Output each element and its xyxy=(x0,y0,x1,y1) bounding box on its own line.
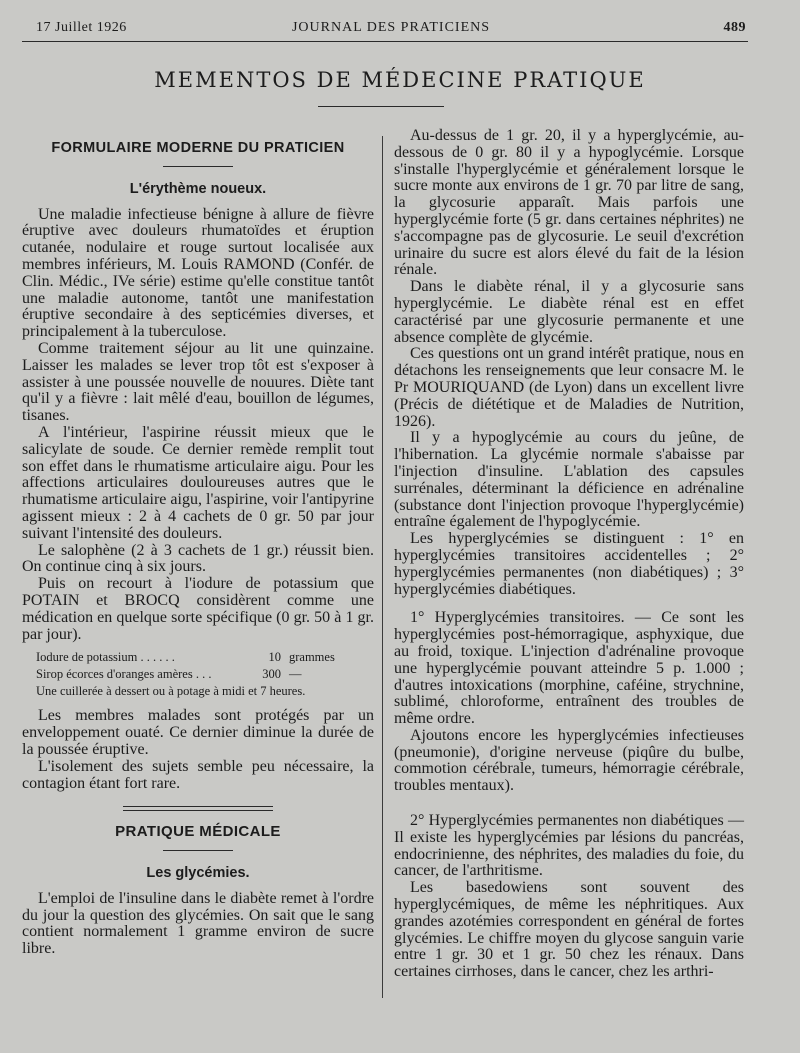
formula-row xyxy=(22,649,374,666)
section-title-pratique: PRATIQUE MÉDICALE xyxy=(115,823,281,841)
running-header xyxy=(22,20,760,40)
paragraph: Le salophène (2 à 3 cachets de 1 gr.) réussit bien. On continue cinq à six jours. xyxy=(22,541,374,576)
journal-title: JOURNAL DES PRATICIENS xyxy=(291,20,491,35)
formula-unit: — xyxy=(289,667,302,682)
column-divider xyxy=(382,136,383,998)
page-title: MEMENTOS DE MÉDECINE PRATIQUE xyxy=(154,68,646,92)
formula-dose: 10 xyxy=(268,650,281,665)
header-rule xyxy=(22,41,748,42)
paragraph: A l'intérieur, l'aspirine réussit mieux que le salicylate de soude. Ce dernier remède remplit tout son effet dans le rhumatisme articulaire aigu. Pour les affections articulaires douloureuses autres que le rhumatisme articulaire aigu, l'aspirine, voir l'antipyrine agissent mieux : 2 à 4 cachets de 0 gr. 50 par jour suivant l'intensité des douleurs. xyxy=(22,423,374,542)
left-column xyxy=(22,128,374,958)
formula-row xyxy=(22,666,374,683)
paragraph: Une maladie infectieuse bénigne à allure de fièvre éruptive avec douleurs rhumatoïdes et éruption cutanée, nodulaire et rouge surtout localisée aux membres inférieurs, M. Louis RAMOND (Confér. de Clin. Médic., IVe série) estime qu'elle constitue tantôt une maladie autonome, tantôt une manifestation éruptive secondaire à des septicémies diverses, et principalement à la tuberculose. xyxy=(22,205,374,341)
paragraph: 2° Hyperglycémies permanentes non diabétiques — Il existe les hyperglycémies par lésions du pancréas, endocrinienne, des néphrites, des maladies du foie, du cancer, de l'arthritisme. xyxy=(394,812,744,880)
paragraph: Comme traitement séjour au lit une quinzaine. Laisser les malades se lever trop tôt est s'exposer à assister à une poussée nouvelle de nouures. Diète tant qu'il y a fièvre : lait mêlé d'eau, bouillon de légumes, tisanes. xyxy=(22,339,374,425)
paragraph: L'isolement des sujets semble peu nécessaire, la contagion étant fort rare. xyxy=(22,757,374,792)
formula-dose: 300 xyxy=(262,667,281,682)
formula-ingredient: Iodure de potassium . . . . . . xyxy=(36,650,175,665)
section-title-formulaire: FORMULAIRE MODERNE DU PRATICIEN xyxy=(51,140,345,156)
paragraph: Au-dessus de 1 gr. 20, il y a hyperglycémie, au-dessous de 0 gr. 80 il y a hypoglycémie. Lorsque s'installe l'hyperglycémie et généralement lorsque le sucre monte aux environs de 1 gr. 70 par litre de sang, la glycosurie apparaît. Mais parfois une hyperglycémie forte (5 gr. dans certaines néphrites) ne s'accompagne pas de glycosurie. Le seuil d'excrétion urinaire du sucre est alors élevé du fait de la lésion rénale. xyxy=(394,127,744,279)
formula-instructions: Une cuillerée à dessert ou à potage à midi et 7 heures. xyxy=(36,684,306,699)
paragraph: Les basedowiens sont souvent des hyperglycémiques, de même les néphritiques. Aux grandes azotémies correspondent en général de fortes glycémies. Le chiffre moyen du glycose sanguin varie entre 1 gr. 30 et 1 gr. 50 chez les rénaux. Dans certaines cirrhoses, dans le cancer, chez les arthri- xyxy=(394,879,744,981)
right-column xyxy=(394,128,744,981)
paragraph: Dans le diabète rénal, il y a glycosurie sans hyperglycémie. Le diabète rénal est en effet caractérisé par une glycosurie permanente et une absence complète de glycémie. xyxy=(394,278,744,346)
article-title-erytheme: L'érythème noueux. xyxy=(129,180,267,197)
paragraph: Les hyperglycémies se distinguent : 1° en hyperglycémies transitoires accidentelles ; 2° hyperglycémies permanentes (non diabétiques) ; 3° hyperglycémies diabétiques. xyxy=(394,530,744,598)
title-rule xyxy=(318,106,444,107)
paragraph: Ces questions ont un grand intérêt pratique, nous en détachons les renseignements que leur consacre M. le Pr MOURIQUAND (de Lyon) dans un excellent livre (Précis de diététique et de Maladies de Nutrition, 1926). xyxy=(394,345,744,430)
section-rule xyxy=(163,166,233,167)
section-double-rule xyxy=(123,806,273,811)
article-title-glycemies: Les glycémies. xyxy=(146,865,250,882)
paragraph: Puis on recourt à l'iodure de potassium que POTAIN et BROCQ considèrent comme une médication en quelque sorte spécifique (0 gr. 50 à 1 gr. par jour). xyxy=(22,575,374,643)
spacer xyxy=(394,795,744,813)
section-rule xyxy=(163,850,233,851)
paragraph: 1° Hyperglycémies transitoires. — Ce sont les hyperglycémies post-hémorragique, asphyxique, due au froid, toxique. L'injection d'adrénaline provoque une hyperglycémie pouvant atteindre 5 p. 1.000 ; d'autres intoxications (morphine, caféine, strychnine, sublimé, chloroforme, entraînent des troubles de même ordre. xyxy=(394,609,744,728)
paragraph: Il y a hypoglycémie au cours du jeûne, de l'hibernation. La glycémie normale s'abaisse par l'injection d'insuline. L'ablation des capsules surrénales, déterminant la déficience en adrénaline (substance dont l'injection provoque l'hyperglycémie) entraîne également de l'hypoglycémie. xyxy=(394,429,744,531)
paragraph: Les membres malades sont protégés par un enveloppement ouaté. Ce dernier diminue la durée de la poussée éruptive. xyxy=(22,707,374,758)
page-number: 489 xyxy=(723,20,746,35)
formula-unit: grammes xyxy=(289,650,335,665)
formula-ingredient: Sirop écorces d'oranges amères . . . xyxy=(36,667,212,682)
paragraph: Ajoutons encore les hyperglycémies infectieuses (pneumonie), d'origine nerveuse (piqûre du bulbe, commotion cérébrale, tumeurs, hémorragie cérébrale, troubles mentaux). xyxy=(394,726,744,795)
prescription-formula xyxy=(22,649,374,700)
issue-date: 17 Juillet 1926 xyxy=(36,20,127,35)
paragraph: L'emploi de l'insuline dans le diabète remet à l'ordre du jour la question des glycémies. On sait que le sang contient normalement 1 gramme environ de sucre libre. xyxy=(22,889,374,958)
